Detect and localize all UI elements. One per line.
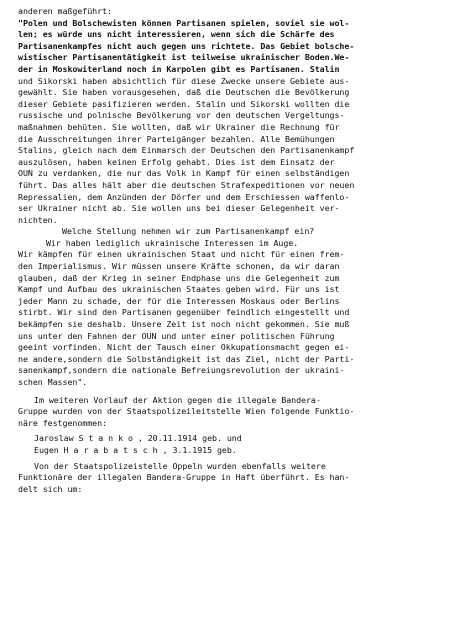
quote-answer-line: Wir haben lediglich ukrainische Interessen im Auge. [46, 237, 299, 248]
quote-line: die Ausschreitungen ihrer Parteigänger bezahlen. Alle Bemühungen [18, 133, 335, 144]
report-line: delt sich um: [18, 483, 83, 494]
quote-block [18, 6, 462, 389]
report-line: Gruppe wurden von der Staatspolizeileitstelle Wien folgende Funktio- [18, 406, 355, 417]
quote-line: Stalins, gleich nach dem Einmarsch der Deutschen den Partisanenkampf [18, 145, 355, 156]
report-block [18, 395, 462, 496]
quote-line: "Polen und Bolschewisten können Partisanen spielen, soviel sie wol- [18, 17, 350, 28]
quote-line: len; es würde uns nicht interessieren, wenn sich die Schärfe des [18, 29, 335, 40]
quote-answer-line: Wir kämpfen für einen ukrainischen Staat und nicht für einen frem- [18, 249, 345, 260]
quote-answer-line: glauben, daß der Krieg in seiner Endphase uns die Gelegenheit zum [18, 272, 340, 283]
quote-answer-line: den Imperialismus. Wir müssen unsere Kräfte schonen, da wir daran [18, 261, 340, 272]
report-line: Von der Staatspolizeistelle Oppeln wurden ebenfalls weitere [34, 460, 326, 471]
quote-line: wistischer Partisanentätigkeit ist teilweise ukrainischer Boden.We- [18, 52, 350, 63]
report-line: Im weiteren Vorlauf der Aktion gegen die illegale Bandera- [34, 394, 321, 405]
quote-line: ser Ukrainer nicht ab. Sie wollen uns bei dieser Gelegenheit ver- [18, 203, 340, 214]
quote-line: OUN zu verdanken, die nur das Volk in Kampf für einen selbständigen [18, 168, 350, 179]
quote-line: der in Moskowiterland noch in Karpolen gibt es Partisanen. Stalin [18, 63, 340, 74]
report-line: Funktionäre der illegalen Bandera-Gruppe in Haft überführt. Es han- [18, 472, 350, 483]
quote-line: anderen maßgeführt: [18, 6, 112, 16]
quote-line: auszulösen, haben keinen Erfolg gehabt. Dies ist dem Einsatz der [18, 156, 335, 167]
person-entry: Jaroslaw S t a n k o , 20.11.1914 geb. und [34, 433, 242, 444]
person-entry: Eugen H a r a b a t s c h , 3.1.1915 geb. [34, 444, 237, 455]
quote-line: Repressalien, dem Anzünden der Dörfer und dem Erschiessen waffenlo- [18, 191, 350, 202]
quote-line: russische und polnische Bevölkerung vor den deutschen Vergeltungs- [18, 110, 345, 121]
quote-line: führt. Das alles hält aber die deutschen Strafexpeditionen vor neuen [18, 179, 355, 190]
quote-line: dieser Gebiete pasifizieren werden. Stalin und Sikorski wollten die [18, 98, 350, 109]
quote-line: gewählt. Sie haben vorausgesehen, daß die Deutschen die Bevölkerung [18, 87, 350, 98]
quote-answer-line: uns unter den Fahnen der OUN und unter einer politischen Führung [18, 330, 335, 341]
quote-answer-line: jeder Mann zu schade, der für die Interessen Moskaus oder Berlins [18, 295, 340, 306]
quote-answer-line: geeint vorfinden. Nicht der Tausch einer Okkupationsmacht gegen ei- [18, 342, 350, 353]
quote-line: und Sikorski haben absichtlich für diese Zwecke unsere Gebiete aus- [18, 75, 350, 86]
quote-answer-line: schen Massen". [18, 377, 88, 387]
quote-question: Welche Stellung nehmen wir zum Partisanenkampf ein? [62, 226, 315, 237]
quote-answer-line: Kampf und Aufbau des ukrainischen Staates geben wird. Für uns ist [18, 284, 340, 295]
quote-line: maßnahmen behüten. Sie wollten, daß wir Ukrainer die Rechnung für [18, 121, 340, 132]
quote-answer-line: ne andere,sondern die Solbständigkeit ist das Ziel, nicht der Parti- [18, 353, 355, 364]
quote-line: nichten. [18, 214, 58, 225]
quote-answer-line: sanenkampf,sondern die nationale Befreiungsrevolution der ukraini- [18, 365, 345, 376]
report-line: näre festgenommen: [18, 417, 108, 428]
quote-answer-line: stirbt. Wir sind den Partisanen gegenüber feindlich eingestellt und [18, 307, 350, 318]
quote-answer-line: bekämpfen sie deshalb. Unsere Zeit ist noch nicht gekommen. Sie muß [18, 319, 350, 330]
quote-line: Partisanenkampfes nicht auch gegen uns richtete. Das Gebiet bolsche- [18, 40, 355, 51]
